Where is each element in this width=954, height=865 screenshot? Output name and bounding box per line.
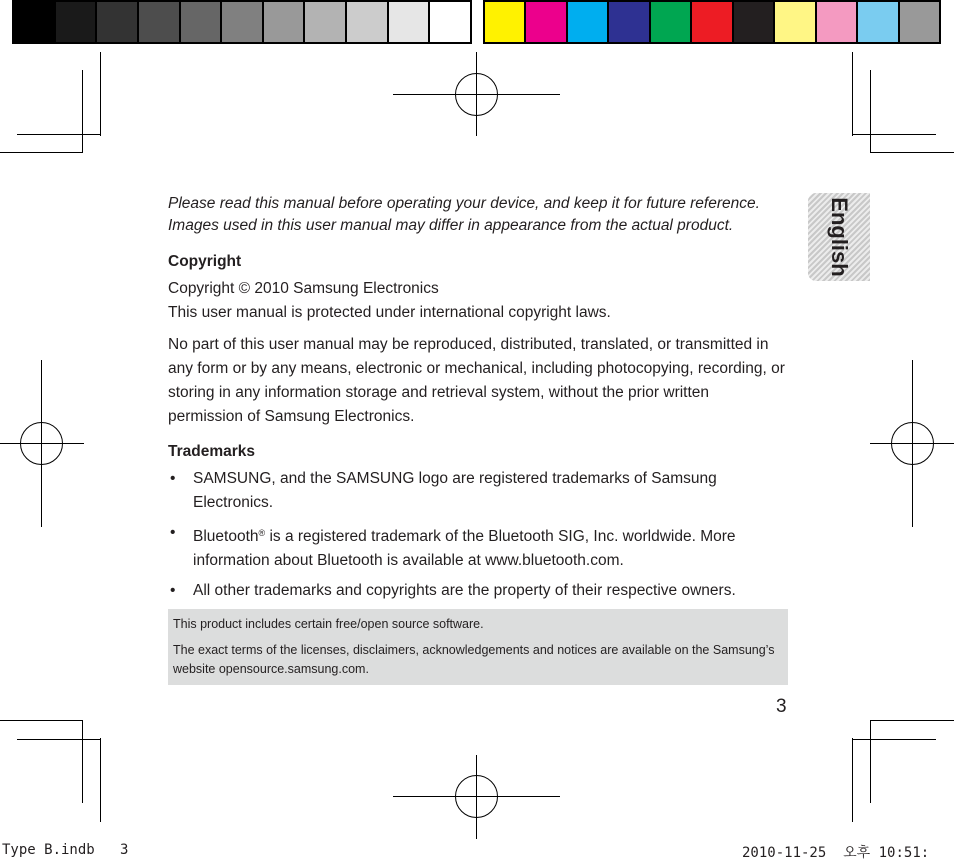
color-swatch [56, 2, 98, 42]
color-swatch [347, 2, 389, 42]
color-swatch [264, 2, 306, 42]
trademark-text: SAMSUNG, and the SAMSUNG logo are registered trademarks of Samsung Electronics. [193, 470, 717, 511]
grayscale-calibration-bar [12, 0, 472, 44]
color-swatch [305, 2, 347, 42]
trademarks-heading: Trademarks [168, 443, 256, 460]
crop-mark [100, 738, 101, 822]
registration-circle [455, 73, 498, 116]
crop-mark [870, 70, 871, 153]
color-swatch [734, 2, 775, 42]
bluetooth-word: Bluetooth [193, 528, 259, 545]
intro-images-differ: Images used in this user manual may differ in appearance from the actual product. [168, 217, 734, 234]
registration-circle [455, 775, 498, 818]
registered-mark: ® [258, 528, 266, 538]
crop-mark [82, 720, 83, 803]
color-swatch [692, 2, 733, 42]
intro-read-manual: Please read this manual before operating your device, and keep it for future reference. [168, 195, 760, 212]
color-swatch [139, 2, 181, 42]
color-swatch [900, 2, 939, 42]
color-swatch [568, 2, 609, 42]
registration-circle [891, 422, 934, 465]
bullet-icon: • [170, 470, 176, 487]
bullet-icon: • [170, 582, 176, 599]
color-swatch [389, 2, 431, 42]
crop-mark [870, 720, 871, 803]
color-swatch [14, 2, 56, 42]
crop-mark [100, 52, 101, 136]
color-swatch [526, 2, 567, 42]
print-slug-file: Type B.indb 3 [2, 842, 129, 858]
color-swatch [181, 2, 223, 42]
open-source-note-details: The exact terms of the licenses, disclaimers, acknowledgements and notices are available on the Samsung’s website opensource.samsung.com. [173, 643, 775, 676]
crop-mark [870, 720, 954, 721]
trademark-text: All other trademarks and copyrights are the property of their respective owners. [193, 582, 736, 599]
crop-mark [852, 738, 853, 822]
page-number: 3 [776, 696, 787, 717]
manual-page-content [168, 193, 788, 685]
bullet-icon: • [170, 524, 176, 541]
crop-mark [17, 134, 101, 135]
registration-circle [20, 422, 63, 465]
copyright-protection-line: This user manual is protected under international copyright laws. [168, 304, 611, 321]
open-source-note-line: This product includes certain free/open source software. [173, 617, 484, 631]
language-tab [808, 193, 870, 281]
color-swatch [858, 2, 899, 42]
list-item [168, 467, 788, 515]
crop-mark [852, 52, 853, 136]
crop-mark [0, 720, 83, 721]
color-swatch [222, 2, 264, 42]
color-calibration-bar [483, 0, 941, 44]
copyright-heading: Copyright [168, 253, 242, 270]
crop-mark [17, 739, 101, 740]
crop-mark [82, 70, 83, 153]
trademarks-list [168, 467, 788, 603]
color-swatch [97, 2, 139, 42]
color-swatch [651, 2, 692, 42]
list-item [168, 521, 788, 573]
color-swatch [485, 2, 526, 42]
color-swatch [609, 2, 650, 42]
copyright-notice [168, 277, 788, 325]
language-tab-label: English [827, 197, 852, 277]
crop-mark [870, 152, 954, 153]
color-swatch [817, 2, 858, 42]
crop-mark [852, 134, 936, 135]
copyright-line: Copyright © 2010 Samsung Electronics [168, 280, 439, 297]
print-slug-timestamp: 2010-11-25 오후 10:51: [742, 845, 930, 861]
crop-mark [852, 739, 936, 740]
color-swatch [430, 2, 470, 42]
bluetooth-trademark-text: is a registered trademark of the Bluetooth SIG, Inc. worldwide. More information about Bluetooth is available at www.bluetooth.com. [193, 528, 736, 569]
crop-mark [0, 152, 83, 153]
list-item [168, 579, 788, 603]
copyright-paragraph: No part of this user manual may be reproduced, distributed, translated, or transmitted in any form or by any means, electronic or mechanical, including photocopying, recording, or storing in any information storage and retrieval system, without the prior written permission of Samsung Electronics. [168, 336, 785, 425]
open-source-note [168, 609, 788, 685]
color-swatch [775, 2, 816, 42]
